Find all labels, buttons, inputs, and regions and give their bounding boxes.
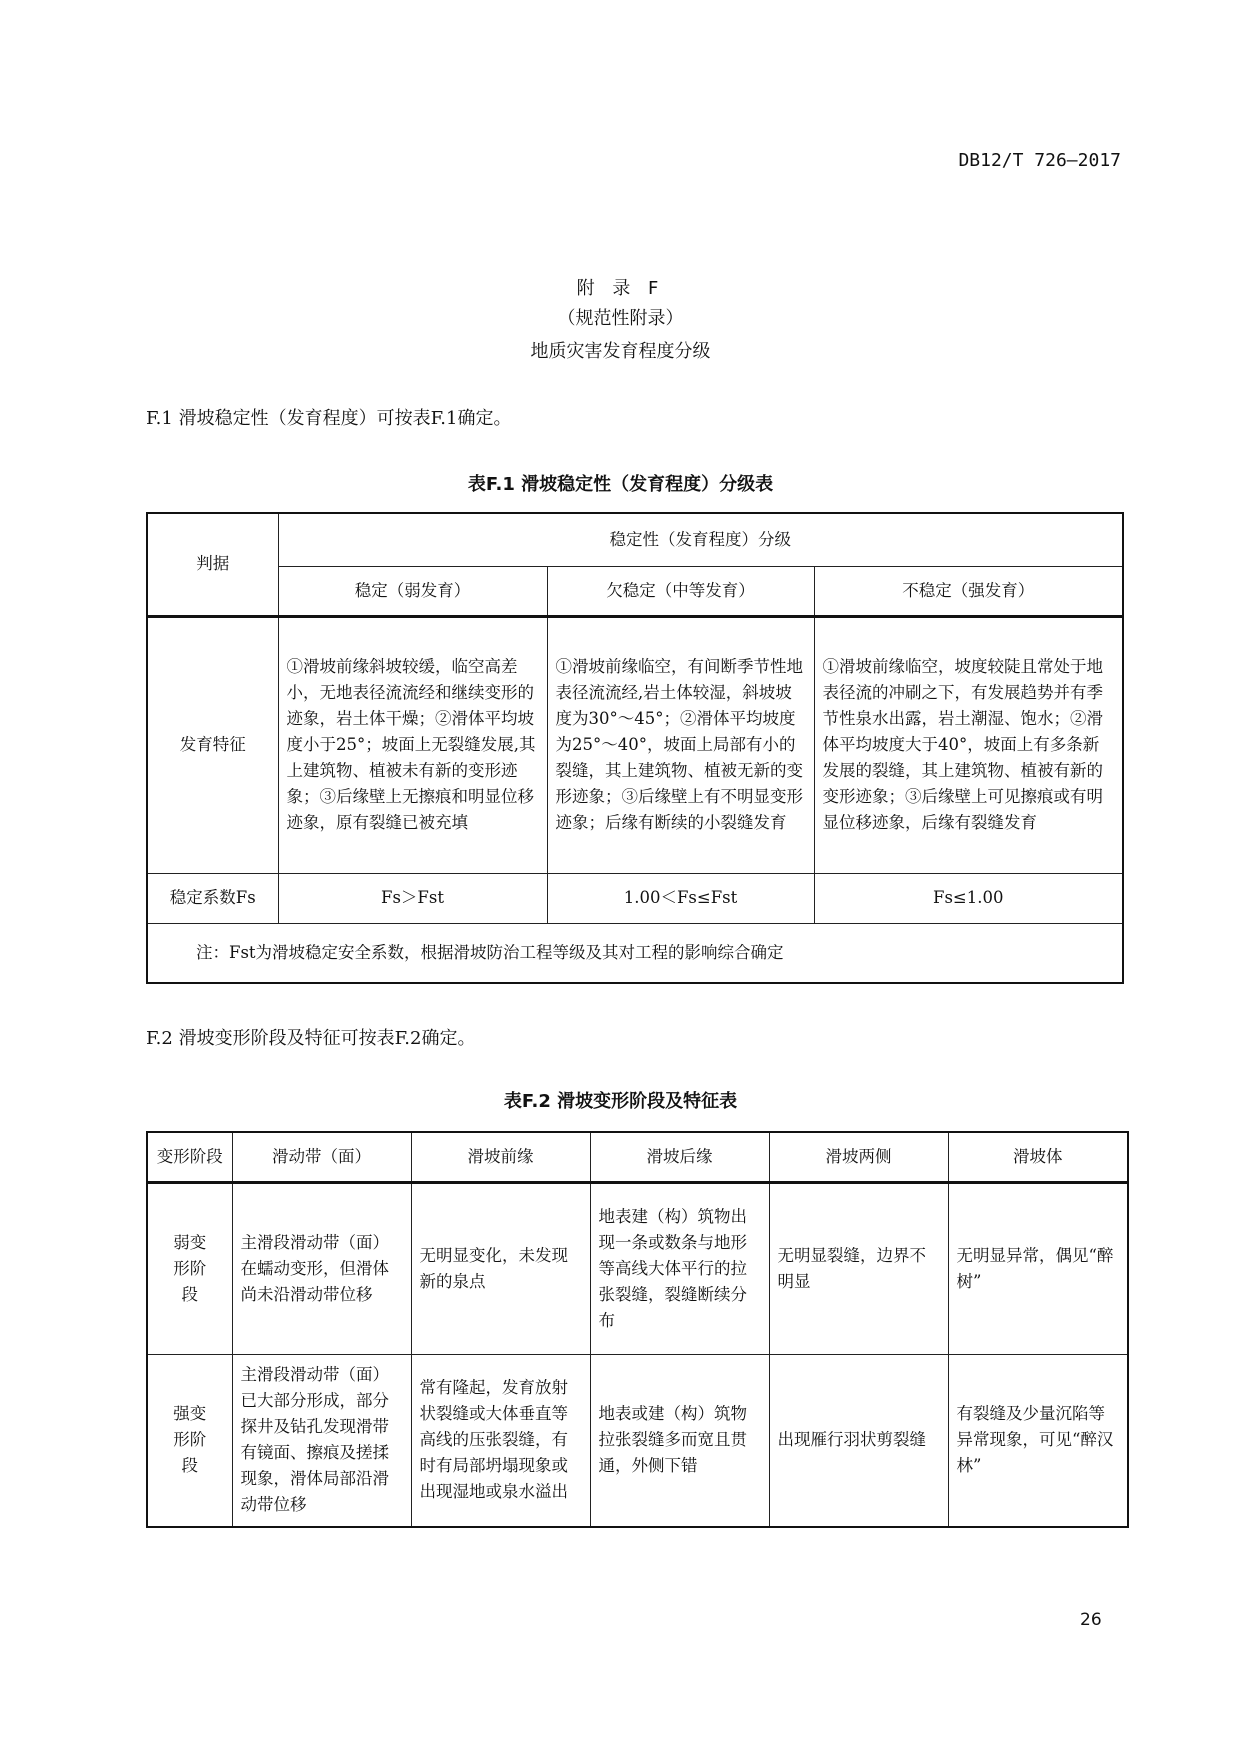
appendix-title: 地质灾害发育程度分级 (530, 341, 711, 362)
criteria-header: 判据 (147, 513, 278, 616)
row-label: 稳定系数Fs (147, 873, 278, 923)
table-cell: 无明显异常，偶见“醉树” (948, 1182, 1128, 1354)
column-header: 不稳定（强发育） (814, 566, 1123, 616)
column-header: 变形阶段 (147, 1132, 232, 1182)
column-header: 滑坡体 (948, 1132, 1128, 1182)
table-cell: 1.00＜Fs≤Fst (547, 873, 814, 923)
table-cell: ①滑坡前缘临空，坡度较陡且常处于地表径流的冲刷之下，有发展趋势并有季节性泉水出露，岩土潮湿、饱水；②滑体平均坡度大于40°，坡面上有多条新发展的裂缝，其上建筑物、植被有新的变形迹象；③后缘壁上可见擦痕或有明显位移迹象，后缘有裂缝发育 (814, 616, 1123, 873)
table-cell: 地表或建（构）筑物拉张裂缝多而宽且贯通，外侧下错 (590, 1354, 769, 1527)
document-code: DB12/T 726—2017 (958, 150, 1121, 171)
group-header: 稳定性（发育程度）分级 (278, 513, 1123, 566)
column-header: 滑动带（面） (232, 1132, 411, 1182)
table-f1-caption: 表F.1 滑坡稳定性（发育程度）分级表 (467, 474, 774, 495)
column-header: 滑坡后缘 (590, 1132, 769, 1182)
table-cell: ①滑坡前缘临空，有间断季节性地表径流流经,岩土体较湿，斜坡坡度为30°～45°；②滑体平均坡度为25°～40°，坡面上局部有小的裂缝，其上建筑物、植被无新的变形迹象；③后缘壁上有不明显变形迹象；后缘有断续的小裂缝发育 (547, 616, 814, 873)
appendix-label: 附 录 F (576, 278, 665, 299)
column-header: 欠稳定（中等发育） (547, 566, 814, 616)
table-cell: 无明显裂缝，边界不明显 (769, 1182, 948, 1354)
column-header: 稳定（弱发育） (278, 566, 547, 616)
stage-label: 弱变形阶段 (147, 1182, 232, 1354)
table-cell: Fs≤1.00 (814, 873, 1123, 923)
table-cell: 地表建（构）筑物出现一条或数条与地形等高线大体平行的拉张裂缝，裂缝断续分布 (590, 1182, 769, 1354)
table-cell: 有裂缝及少量沉陷等异常现象，可见“醉汉林” (948, 1354, 1128, 1527)
table-cell: 无明显变化，未发现新的泉点 (411, 1182, 590, 1354)
section-f2-text: F.2 滑坡变形阶段及特征可按表F.2确定。 (146, 1028, 476, 1049)
row-label: 发育特征 (147, 616, 278, 873)
table-f1 (146, 512, 1124, 984)
table-cell: 出现雁行羽状剪裂缝 (769, 1354, 948, 1527)
table-cell: 主滑段滑动带（面）已大部分形成，部分探井及钻孔发现滑带有镜面、擦痕及搓揉现象，滑体局部沿滑动带位移 (232, 1354, 411, 1527)
column-header: 滑坡前缘 (411, 1132, 590, 1182)
appendix-type: （规范性附录） (557, 308, 684, 329)
table-note: 注：Fst为滑坡稳定安全系数，根据滑坡防治工程等级及其对工程的影响综合确定 (147, 923, 1123, 983)
table-f2-caption: 表F.2 滑坡变形阶段及特征表 (503, 1091, 738, 1112)
stage-label: 强变形阶段 (147, 1354, 232, 1527)
page-number: 26 (1080, 1610, 1102, 1630)
column-header: 滑坡两侧 (769, 1132, 948, 1182)
table-f2 (146, 1131, 1129, 1528)
table-cell: ①滑坡前缘斜坡较缓，临空高差小，无地表径流流经和继续变形的迹象，岩土体干燥；②滑体平均坡度小于25°；坡面上无裂缝发展,其上建筑物、植被未有新的变形迹象；③后缘壁上无擦痕和明显位移迹象，原有裂缝已被充填 (278, 616, 547, 873)
table-cell: Fs＞Fst (278, 873, 547, 923)
table-cell: 常有隆起，发育放射状裂缝或大体垂直等高线的压张裂缝，有时有局部坍塌现象或出现湿地或泉水溢出 (411, 1354, 590, 1527)
table-cell: 主滑段滑动带（面）在蠕动变形，但滑体尚未沿滑动带位移 (232, 1182, 411, 1354)
section-f1-text: F.1 滑坡稳定性（发育程度）可按表F.1确定。 (146, 408, 512, 429)
